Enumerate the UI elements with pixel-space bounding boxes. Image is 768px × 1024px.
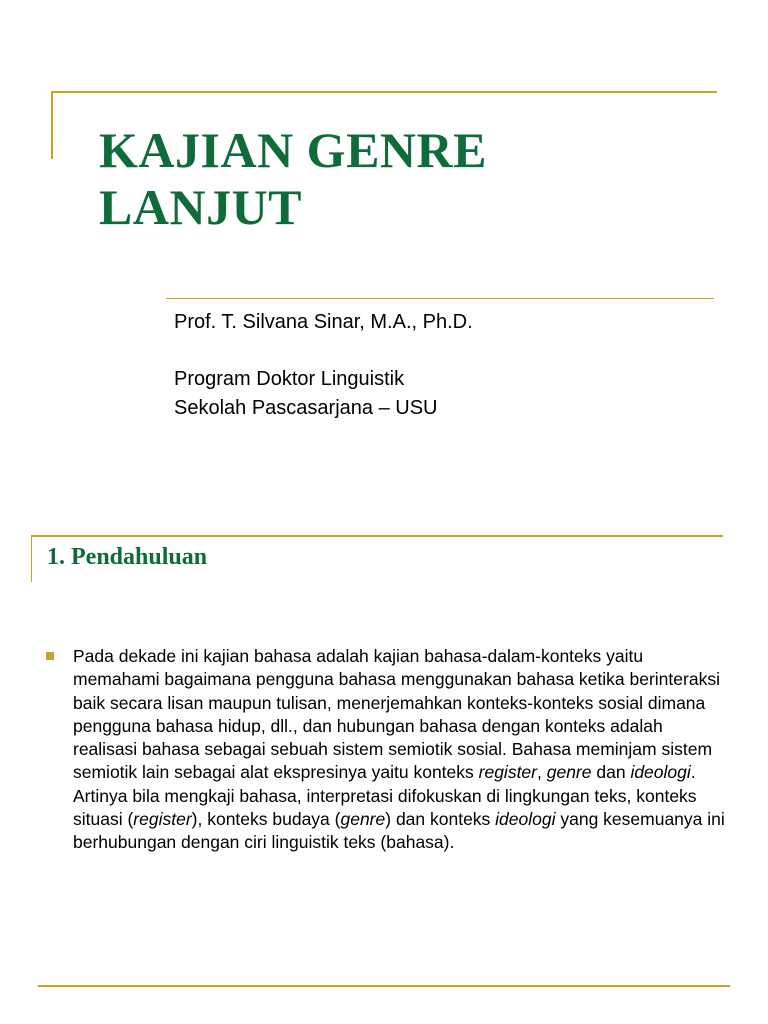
- slide1-title: [99, 122, 487, 236]
- slide1-top-rule: [51, 91, 717, 93]
- term-genre: genre: [340, 809, 386, 830]
- slide1-subtitle-rule: [166, 298, 714, 299]
- title-line-1: KAJIAN GENRE: [99, 122, 487, 178]
- term-register: register: [133, 809, 192, 830]
- author-name: Prof. T. Silvana Sinar, M.A., Ph.D.: [174, 311, 473, 333]
- text-part: ) dan konteks: [385, 809, 496, 830]
- slide2-top-rule: [31, 535, 723, 537]
- text-separator: dan: [591, 762, 631, 783]
- bullet-list: [46, 645, 726, 855]
- square-bullet-icon: [46, 652, 54, 660]
- term-genre: genre: [546, 762, 592, 783]
- slide2-bottom-rule: [38, 985, 730, 987]
- slide1-subtitle: [174, 308, 473, 423]
- text-part: ), konteks budaya (: [191, 809, 341, 830]
- text-part: Pada dekade ini kajian bahasa adalah kajian bahasa-dalam-konteks yaitu memahami bagaimana pengguna bahasa menggunakan bahasa ketika berinteraksi baik secara lisan maupun tulisan, menerjemahkan konteks-konteks sosial dimana pengguna bahasa hidup, dll., dan hubungan bahasa dengan konteks adalah realisasi bahasa sebagai sebuah sistem semiotik sosial. Bahasa meminjam sistem semiotik lain sebagai alat ekspresinya yaitu konteks: [73, 646, 720, 783]
- subtitle-gap: [174, 337, 473, 365]
- term-ideologi: ideologi: [630, 762, 691, 783]
- school-name: Sekolah Pascasarjana – USU: [174, 397, 438, 419]
- term-register: register: [478, 762, 537, 783]
- slide2-left-rule: [31, 535, 32, 582]
- title-line-2: LANJUT: [99, 179, 303, 235]
- text-separator: ,: [537, 762, 547, 783]
- text-part: . Artinya bila mengkaji bahasa, interpretasi difokuskan di lingkungan teks, konteks situasi (: [73, 762, 697, 830]
- text-part: yang kesemuanya ini berhubungan dengan ciri linguistik teks (bahasa).: [73, 809, 725, 853]
- program-name: Program Doktor Linguistik: [174, 368, 405, 390]
- slide1-left-rule: [51, 91, 53, 159]
- bullet-paragraph: [73, 645, 726, 855]
- term-ideologi: ideologi: [495, 809, 556, 830]
- section-title: 1. Pendahuluan: [47, 544, 208, 570]
